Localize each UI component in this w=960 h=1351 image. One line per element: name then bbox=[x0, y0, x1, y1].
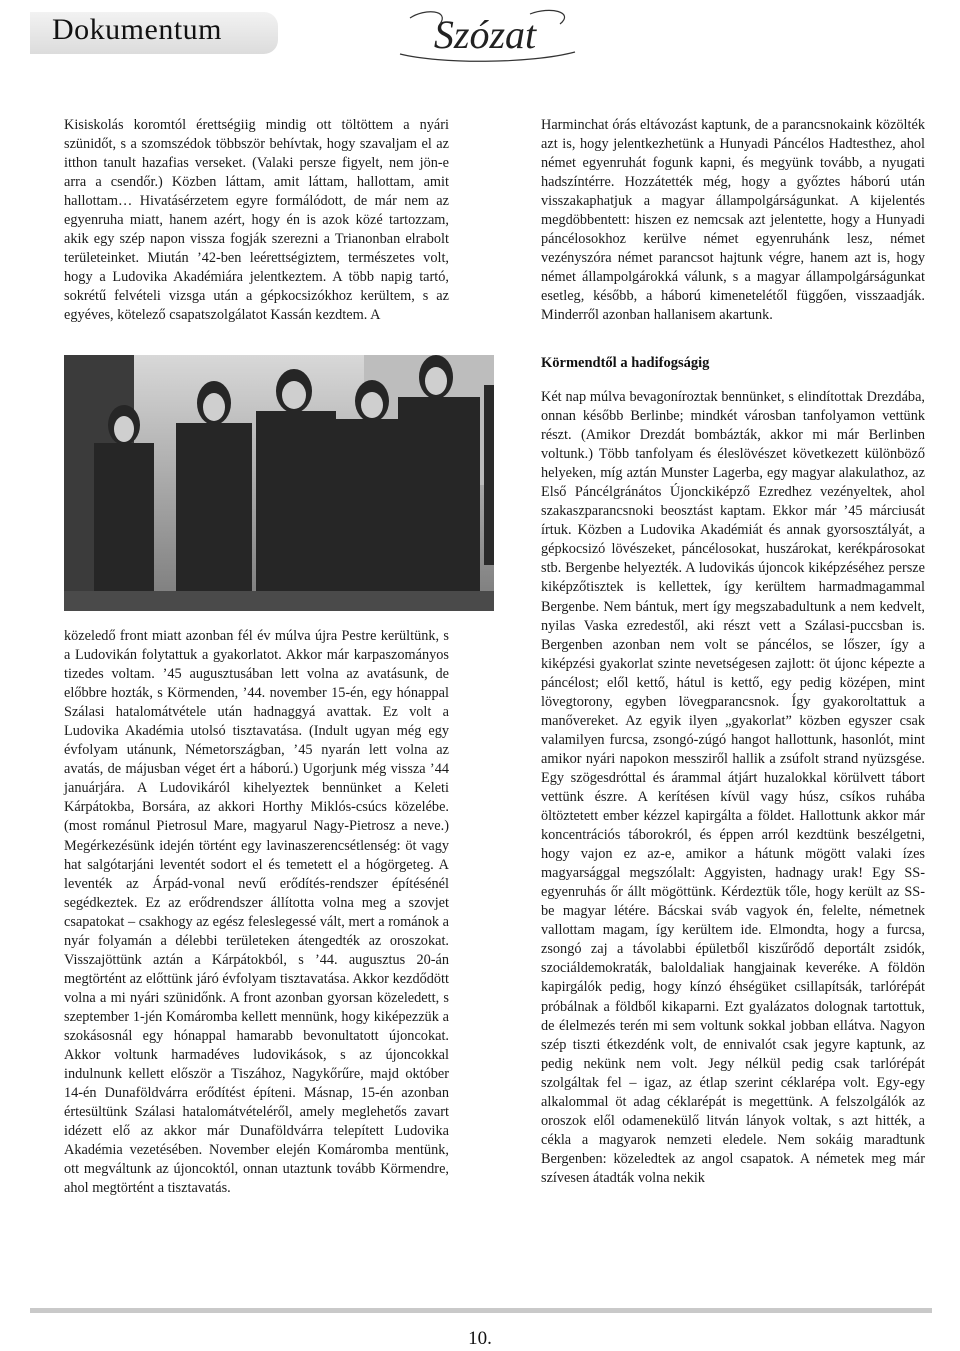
section-heading: Körmendtől a hadifogságig bbox=[541, 355, 710, 371]
paragraph: Kisiskolás koromtól érettségiig mindig ott töltöttem a nyári szünidőt, s a szomszédok többször behívtak, hogy szavaljam el az itthon tanult hazafias verseket. (Valaki persze figyelt, nem jön-e arra a csendőr.) Közben láttam, amit láttam, hallottam, amit hallottam… Hivatásérzetem egyre formálódott, de már nem az egyenruha miatt, hanem azért, hogy én is azok közé tartozzam, akik egy szép napon vissza fogják szerezni a Trianonban elrabolt területeinket. Miután ’42-ben leérettségiztem, természetes volt, hogy a Ludovika Akadémiára jelentkeztem. A több napig tartó, sokrétű felvételi vizsga után a gépkocsizókhoz kerültem, s az egyéves, kötelező csapatszolgálatot Kassán kezdtem. A bbox=[64, 117, 449, 324]
page-number: 10. bbox=[468, 1328, 492, 1349]
section-title: Dokumentum bbox=[52, 13, 222, 46]
logo-text: Szózat bbox=[433, 12, 537, 57]
left-column-top bbox=[64, 116, 449, 326]
right-column-top bbox=[541, 116, 925, 326]
paragraph: Harminchat órás eltávozást kaptunk, de a parancsnokaink közölték azt is, hogy jelentkezhetünk a Hunyadi Páncélos Hadtesthez, ahol német egyenruhát fogunk kapni, és megyünk tovább, a nyugati hadszíntérre. Hozzátették még, hogy a győztes háború után visszakaphatjuk a magyar állampolgárságunkat. A kijelentés megdöbbentett: hiszen ez nemcsak azt jelentette, hogy a Hunyadi páncélosokhoz kerülve német egyenruhánk lesz, német vezényszóra német parancsot hajtunk végre, hanem azt is, hogy német állampolgárokká válunk, s a magyar állampolgárságunkat esetleg, később, a háború kimenetelétől függően, visszaadják. Minderről azonban hallanisem akartunk. bbox=[541, 117, 925, 324]
historical-photo bbox=[64, 355, 494, 611]
paragraph: Két nap múlva bevagoníroztak bennünket, s elindítottak Drezdába, onnan később Berlinbe; mindkét városban tanfolyamon vettünk részt. (Amikor Drezdát bombázták, akkor mi már Berlinben voltunk.) Több tanfolyam és éleslövészet következett különböző helyeken, míg aztán Munster Lagerba, egy magyar alakulathoz, az Első Páncélgránátos Újonckiképző Ezredhez vezényeltek, ahol szakaszparancsnoki beosztást kaptam. Ekkor már ’45 márciusát írtuk. Közben a Ludovika Akadémiát és annak gyorsosztályát, a gépkocsizó lövészeket, páncélosokat, huszárokat, kerékpárosokat stb. Bergenbe helyezték. A ludovikás újoncok kiképzéséhez persze kiképzőtisztek is kellettek, így kerültem harmadmagammal Bergenbe. Nem bántuk, mert így megszabadultunk a nem kedvelt, nyilas Vaska ezredestől, aki részt vett a Szálasi-puccsban is. Bergenben azonban nem volt se páncélos, se lőszer, így a kiképzési gyakorlat szinte nevetségesen zajlott: öt újonc képezte a páncélost; elől kettő, hátul is kettő, egy pedig középen, mint lövegtorony, egyben lövegparancsnok. Így gyakoroltattuk a manővereket. Az egyik ilyen „gyakorlat” közben egyszer csak valamilyen furcsa, zsongó-zúgó hangot hallottunk, hasonlót, mint amikor nyári napokon messziről hallik a zsúfolt strand nyüzsgése. Egy szögesdróttal és árammal átjárt huzalokkal körülvett tábort vettünk észre. A kerítésen kívül vagy húsz, csíkos ruhába öltöztetett ember kézzel kapirgálta a földet. Hallottunk akkor már koncentrációs táborokról, és éppen arról kezdtünk beszélgetni, hogy vajon ez az-e, amikor a hátunk mögött valaki ízes magyarsággal megszólalt: Aggyisten, hadnagy urak! Egy SS-egyenruhás őr állt mögöttünk. Kérdeztük tőle, hogy került az SS-be magyar létére. Bácskai sváb vagyok én, felelte, németnek vallottam magam, így kerültem ide. Elmondta, hogy a furcsa, zsongó zaj a távolabbi épületből kiszűrődő deportált zsidók, szociáldemokraták, baloldaliak hangjainak keveréke. A földön kapirgálók pedig, hogy kínzó éhségüket csillapítsák, tarlórépát próbálnak a földből kikaparni. Ezt gyalázatos dolognak tartottuk, de élelmezés terén mi sem voltunk sokkal jobban ellátva. Nagyon szép tiszti étkezdénk volt, de ennivalót csak jegyre kaptunk, az pedig nekünk nem volt. Jegy nélkül pedig csak tarlórépát szolgáltak fel – igaz, az étlap szerint céklarépa volt. Egy-egy alkalommal öt adag céklarépát is megettünk. A felszolgálók az oroszok elől odamenekülő litván lányok voltak, s azt hitték, a cékla a magyarok nemzeti eledele. Nem sokáig maradtunk Bergenben: közeledtek az angol csapatok. A németek meg már szívesen átadták volna nekik bbox=[541, 389, 925, 1186]
right-column-bottom bbox=[541, 388, 925, 1188]
soldiers-photo-illustration bbox=[64, 355, 494, 611]
footer-rule bbox=[30, 1308, 932, 1313]
left-column-bottom bbox=[64, 627, 449, 1198]
magazine-logo bbox=[380, 4, 590, 68]
paragraph: közeledő front miatt azonban fél év múlva újra Pestre kerültünk, s a Ludovikán folytattuk a gyakorlatot. Akkor már karpaszományos tizedes voltam. ’45 augusztusában lett volna az avatásunk, de előbbre hozták, s Körmenden, ’44. november 15-én, egy hónappal Szálasi hatalomátvétele után hadnaggyá avattak. Ez volt a Ludovika Akadémia utolsó tisztavatása. (Indult ugyan még egy évfolyam utánunk, Németországban, ’45 nyarán lett volna az avatás, de májusban véget ért a háború.) Ugorjunk még vissza ’44 januárjára. A Ludovikáról kihelyeztek bennünket a Keleti Kárpátokba, Borsára, az akkori Horthy Miklós-csúcs közelébe. (most románul Pietrosul Mare, magyarul Nagy-Pietrosz a neve.) Megérkezésünk idején történt egy lavinaszerencsétlenség: öt vagy hat salgótarjáni leventét sodort el és temetett el a hógörgeteg. A leventék az Árpád-vonal nevű erődítés-rendszer építésénél segédkeztek. Ez az erődrendszer állította volna meg a szovjet csapatokat – csakhogy az egész feleslegessé vált, mert a románok a nyár folyamán a délebbi területeken átengedték az oroszokat. Visszajöttünk aztán a Kárpátokból, s ’44. augusztus 20-án megtörtént az előttünk járó évfolyam tisztavatása. Akkor kezdődött volna a mi nyári szünidőnk. A front azonban gyorsan közeledett, s szeptember 1-jén Komáromba kellett mennünk, hogy kiképezzük a szokásosnál egy hónappal hamarabb bevonultatott újoncokat. Akkor voltunk harmadéves ludovikások, s az újoncokkal indulnunk kellett először a Tiszához, Nagykőrűre, majd október 14-én Dunaföldvárra erődítést építeni. Másnap, 15-én azonban értesültünk Szálasi hatalomátvételéről, amely meglehetős zavart idézett elő az akkor már Dunaföldvárra telepített Ludovika Akadémia vezetésében. November elején Komáromba mentünk, ott megváltunk az újoncoktól, onnan utaztunk tovább Körmendre, ahol megtörtént a tisztavatás. bbox=[64, 628, 449, 1197]
